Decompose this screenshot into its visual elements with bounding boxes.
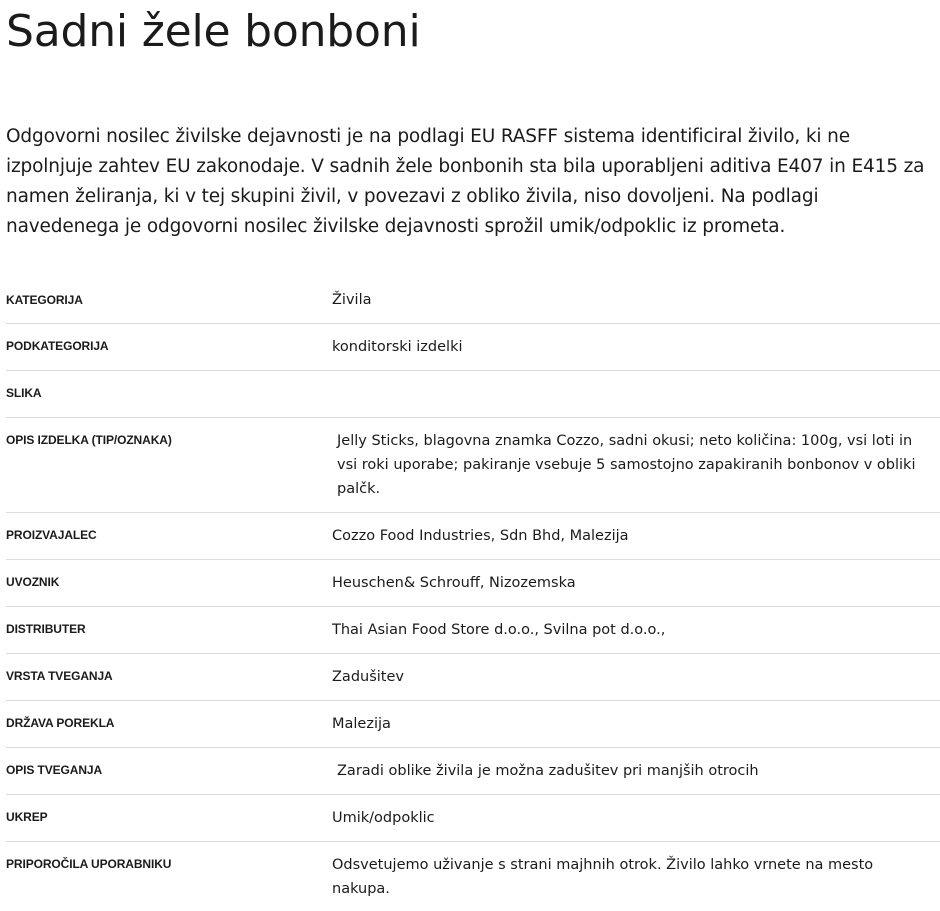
row-value: Thai Asian Food Store d.o.o., Svilna pot d.o.o., xyxy=(332,622,666,638)
row-value: Zadušitev xyxy=(332,669,404,685)
table-row-proizvajalec xyxy=(6,513,940,560)
row-value: Živila xyxy=(332,292,372,308)
table-row-slika xyxy=(6,371,940,418)
row-value: Zaradi oblike živila je možna zadušitev pri manjših otrocih xyxy=(337,763,759,779)
row-value: Jelly Sticks, blagovna znamka Cozzo, sadni okusi; neto količina: 100g, vsi loti in vsi roki uporabe; pakiranje vsebuje 5 samostojno zapakiranih bonbonov v obliki palčk. xyxy=(337,433,916,497)
page-title: Sadni žele bonboni xyxy=(6,6,421,57)
row-value: Malezija xyxy=(332,716,391,732)
row-label: UVOZNIK xyxy=(6,575,60,589)
table-row-opis-tveganja xyxy=(6,748,940,795)
table-row-drzava-porekla xyxy=(6,701,940,748)
table-row-kategorija xyxy=(6,276,940,324)
row-label: UKREP xyxy=(6,810,48,824)
row-label: PODKATEGORIJA xyxy=(6,339,109,353)
row-value: Heuschen& Schrouff, Nizozemska xyxy=(332,575,576,591)
row-value: Umik/odpoklic xyxy=(332,810,435,826)
table-row-ukrep xyxy=(6,795,940,842)
table-row-vrsta-tveganja xyxy=(6,654,940,701)
table-row-distributer xyxy=(6,607,940,654)
row-label: PRIPOROČILA UPORABNIKU xyxy=(6,857,172,871)
row-label: DRŽAVA POREKLA xyxy=(6,716,115,730)
row-value: Odsvetujemo uživanje s strani majhnih otrok. Živilo lahko vrnete na mesto nakupa. xyxy=(332,857,874,897)
row-value: Cozzo Food Industries, Sdn Bhd, Malezija xyxy=(332,528,629,544)
row-label: OPIS IZDELKA (TIP/OZNAKA) xyxy=(6,433,172,447)
table-row-uvoznik xyxy=(6,560,940,607)
row-label: SLIKA xyxy=(6,386,42,400)
row-label: KATEGORIJA xyxy=(6,293,83,307)
row-label: DISTRIBUTER xyxy=(6,622,86,636)
table-row-opis-izdelka xyxy=(6,418,940,513)
row-label: OPIS TVEGANJA xyxy=(6,763,103,777)
row-label: VRSTA TVEGANJA xyxy=(6,669,113,683)
table-row-podkategorija xyxy=(6,324,940,371)
details-table xyxy=(6,276,940,906)
lead-paragraph: Odgovorni nosilec živilske dejavnosti je na podlagi EU RASFF sistema identificiral živilo, ki ne izpolnjuje zahtev EU zakonodaje. V sadnih žele bonbonih sta bila uporabljeni aditiva E407 in E415 za namen želiranja, ki v tej skupini živil, v povezavi z obliko živila, niso dovoljeni. Na podlagi navedenega je odgovorni nosilec živilske dejavnosti sprožil umik/odpoklic iz prometa. xyxy=(6,126,925,237)
row-label: PROIZVAJALEC xyxy=(6,528,97,542)
table-row-priporocila xyxy=(6,842,940,906)
row-value: konditorski izdelki xyxy=(332,339,463,355)
